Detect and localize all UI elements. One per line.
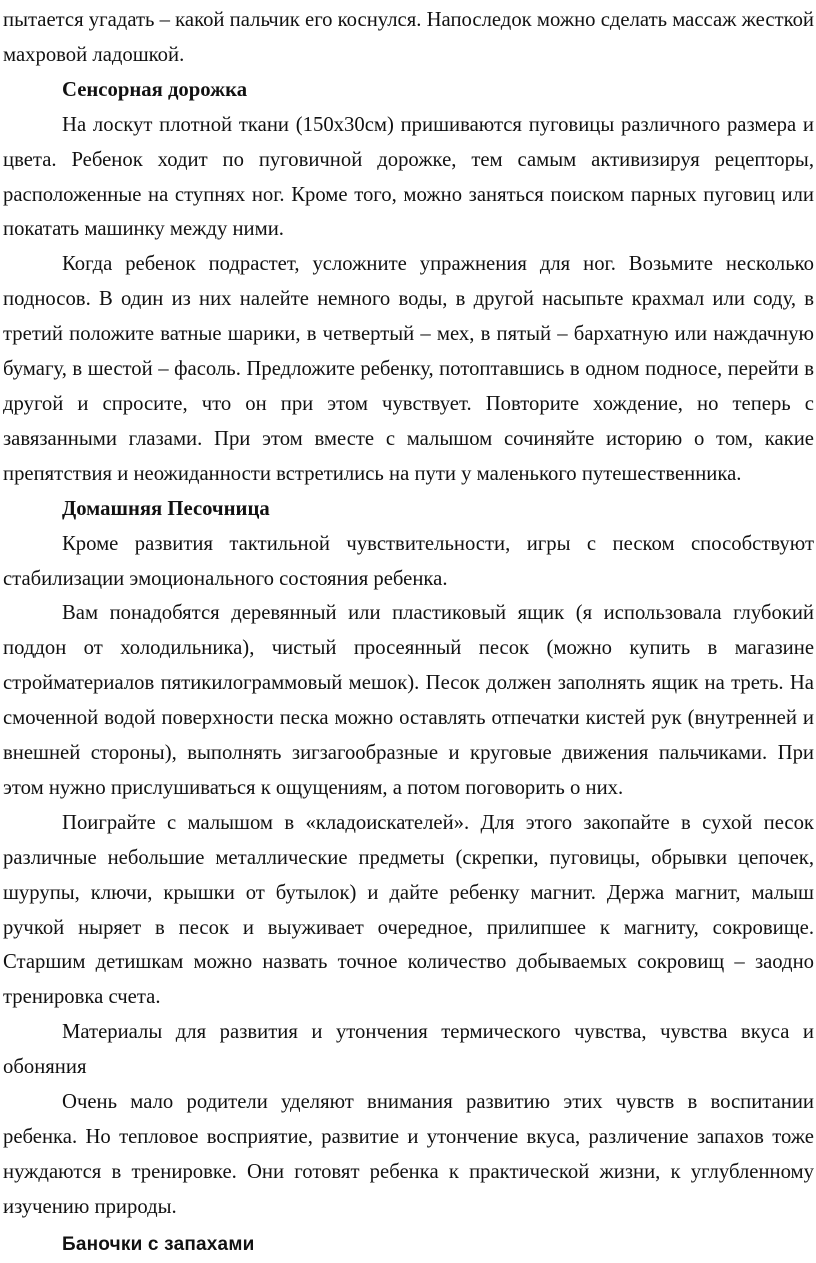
paragraph-sandbox-setup: Вам понадобятся деревянный или пластиковый ящик (я использовала глубокий поддон от холодильника), чистый просеянный песок (можно купить в магазине стройматериалов пятикилограммовый мешок). Песок должен заполнять ящик на треть. На смоченной водой поверхности песка можно оставлять отпечатки кистей рук (внутренней и внешней стороны), выполнять зигзагообразные и круговые движения пальчиками. При этом нужно прислушиваться к ощущениям, а потом поговорить о них. <box>3 602 814 799</box>
paragraph-continued: пытается угадать – какой пальчик его коснулся. Напоследок можно сделать массаж жесткой махровой ладошкой. <box>3 9 814 66</box>
paragraph-senses-training: Очень мало родители уделяют внимания развитию этих чувств в воспитании ребенка. Но тепловое восприятие, развитие и утончение вкуса, различение запахов тоже нуждаются в тренировке. Они готовят ребенка к практической жизни, к углубленному изучению природы. <box>3 1091 814 1218</box>
paragraph-materials-title: Материалы для развития и утончения термического чувства, чувства вкуса и обоняния <box>3 1021 814 1079</box>
heading-home-sandbox: Домашняя Песочница <box>62 497 270 520</box>
heading-sensory-path: Сенсорная дорожка <box>62 78 248 101</box>
paragraph-sand-benefits: Кроме развития тактильной чувствительности, игры с песком способствуют стабилизации эмоционального состояния ребенка. <box>3 532 814 590</box>
paragraph-treasure-hunt: Поиграйте с малышом в «кладоискателей». Для этого закопайте в сухой песок различные небольшие металлические предметы (скрепки, пуговицы, обрывки цепочек, шурупы, ключи, крышки от бутылок) и дайте ребенку магнит. Держа магнит, малыш ручкой ныряет в песок и выуживает очередное, прилипшее к магниту, сокровище. Старшим детишкам можно назвать точное количество добываемых сокровищ – заодно тренировка счета. <box>3 811 814 1009</box>
heading-scent-jars: Баночки с запахами <box>62 1233 255 1255</box>
paragraph-button-path: На лоскут плотной ткани (150х30см) пришиваются пуговицы различного размера и цвета. Ребенок ходит по пуговичной дорожке, тем самым активизируя рецепторы, расположенные на ступнях ног. Кроме того, можно заняться поиском парных пуговиц или покатать машинку между ними. <box>3 113 814 241</box>
paragraph-trays-exercise: Когда ребенок подрастет, усложните упражнения для ног. Возьмите несколько подносов. В один из них налейте немного воды, в другой насыпьте крахмал или соду, в третий положите ватные шарики, в четвертый – мех, в пятый – бархатную или наждачную бумагу, в шестой – фасоль. Предложите ребенку, потоптавшись в одном подносе, перейти в другой и спросите, что он при этом чувствует. Повторите хождение, но теперь с завязанными глазами. При этом вместе с малышом сочиняйте историю о том, какие препятствия и неожиданности встретились на пути у маленького путешественника. <box>3 253 814 485</box>
